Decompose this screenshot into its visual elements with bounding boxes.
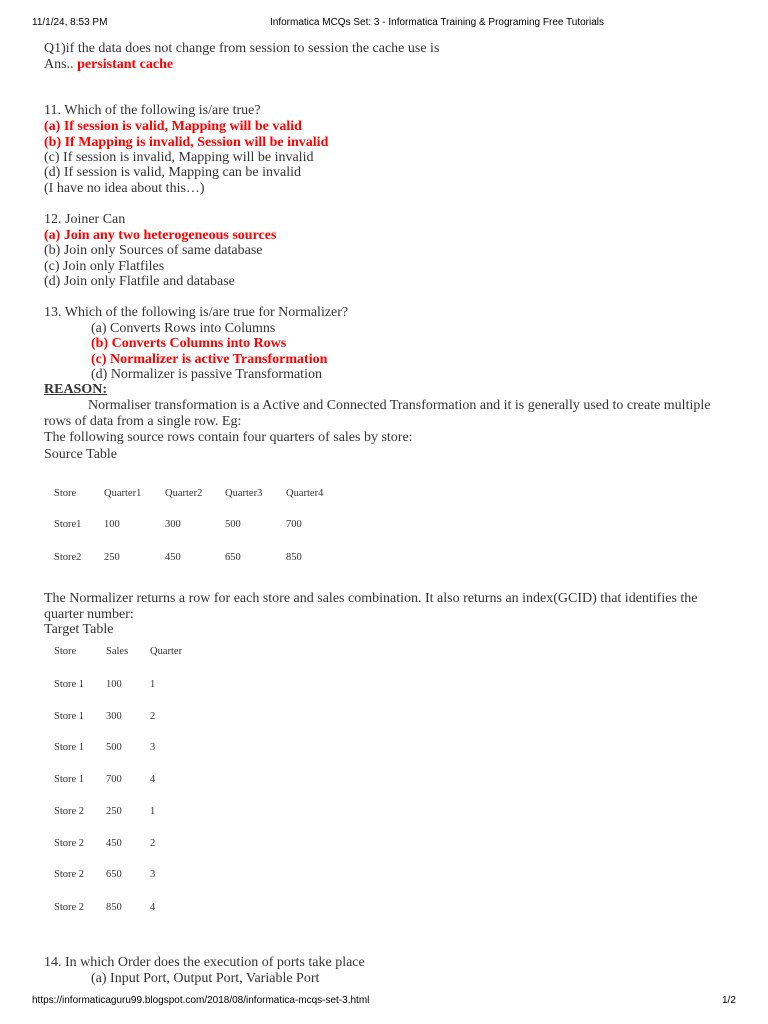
source-cell: 100 bbox=[104, 519, 120, 530]
target-cell: Store 2 bbox=[54, 806, 85, 817]
source-cell: 850 bbox=[286, 552, 302, 563]
source-cell: 450 bbox=[165, 552, 181, 563]
q12-question: 12. Joiner Can bbox=[44, 212, 126, 227]
target-cell: 3 bbox=[150, 869, 156, 880]
target-intro: The Normalizer returns a row for each store and sales combination. It also returns an index(GCID) that identifies the quarter number: bbox=[44, 591, 698, 622]
target-cell: 450 bbox=[106, 838, 122, 849]
source-table-label: Source Table bbox=[44, 447, 118, 462]
q12-option-a: (a) Join any two heterogeneous sources bbox=[44, 228, 277, 243]
source-header-quarter2: Quarter2 bbox=[165, 488, 203, 499]
q11-question: 11. Which of the following is/are true? bbox=[44, 103, 261, 118]
target-table-label: Target Table bbox=[44, 622, 114, 637]
source-cell: 500 bbox=[225, 519, 241, 530]
target-cell: 4 bbox=[150, 774, 156, 785]
target-cell: Store 2 bbox=[54, 838, 85, 849]
target-header-store: Store bbox=[54, 646, 77, 657]
target-cell: 1 bbox=[150, 679, 156, 690]
q1-question: Q1)if the data does not change from session to session the cache use is bbox=[44, 41, 440, 56]
print-url: https://informaticaguru99.blogspot.com/2018/08/informatica-mcqs-set-3.html bbox=[32, 995, 370, 1006]
target-cell: 100 bbox=[106, 679, 122, 690]
q1-answer: persistant cache bbox=[77, 57, 174, 72]
print-page-number: 1/2 bbox=[722, 995, 736, 1006]
source-cell: 700 bbox=[286, 519, 302, 530]
target-cell: 3 bbox=[150, 742, 156, 753]
q12-option-b: (b) Join only Sources of same database bbox=[44, 243, 263, 258]
q13-question: 13. Which of the following is/are true for Normalizer? bbox=[44, 305, 349, 320]
reason-paragraph bbox=[44, 398, 734, 429]
target-cell: Store 1 bbox=[54, 774, 85, 785]
target-cell: 250 bbox=[106, 806, 122, 817]
reason-text: Normaliser transformation is a Active and Connected Transformation and it is generally used to create multiple rows of data from a single row. Eg: bbox=[44, 398, 711, 429]
target-header-quarter: Quarter bbox=[150, 646, 183, 657]
target-cell: 4 bbox=[150, 902, 156, 913]
target-cell: 700 bbox=[106, 774, 122, 785]
target-cell: 500 bbox=[106, 742, 122, 753]
q12-option-d: (d) Join only Flatfile and database bbox=[44, 274, 235, 289]
source-cell: 250 bbox=[104, 552, 120, 563]
q13-option-b: (b) Converts Columns into Rows bbox=[91, 336, 287, 351]
q13-option-c: (c) Normalizer is active Transformation bbox=[91, 352, 328, 367]
target-cell: 850 bbox=[106, 902, 122, 913]
q11-option-c: (c) If session is invalid, Mapping will be invalid bbox=[44, 150, 314, 165]
target-cell: 1 bbox=[150, 806, 156, 817]
q14-question: 14. In which Order does the execution of ports take place bbox=[44, 955, 365, 970]
target-cell: Store 1 bbox=[54, 742, 85, 753]
source-cell: 650 bbox=[225, 552, 241, 563]
source-header-quarter4: Quarter4 bbox=[286, 488, 324, 499]
source-cell: Store2 bbox=[54, 552, 82, 563]
target-cell: 2 bbox=[150, 838, 156, 849]
q14-option-a: (a) Input Port, Output Port, Variable Port bbox=[91, 971, 320, 986]
source-cell: 300 bbox=[165, 519, 181, 530]
q13-option-d: (d) Normalizer is passive Transformation bbox=[91, 367, 322, 382]
source-cell: Store1 bbox=[54, 519, 82, 530]
q13-option-a: (a) Converts Rows into Columns bbox=[91, 321, 276, 336]
target-header-sales: Sales bbox=[106, 646, 129, 657]
print-datetime: 11/1/24, 8:53 PM bbox=[32, 17, 108, 28]
source-header-quarter1: Quarter1 bbox=[104, 488, 142, 499]
target-cell: Store 1 bbox=[54, 711, 85, 722]
target-cell: 2 bbox=[150, 711, 156, 722]
q11-option-d: (d) If session is valid, Mapping can be invalid bbox=[44, 165, 302, 180]
target-cell: Store 1 bbox=[54, 679, 85, 690]
q12-option-c: (c) Join only Flatfiles bbox=[44, 259, 165, 274]
source-header-quarter3: Quarter3 bbox=[225, 488, 263, 499]
print-page-title: Informatica MCQs Set: 3 - Informatica Training & Programing Free Tutorials bbox=[270, 17, 605, 28]
target-cell: 300 bbox=[106, 711, 122, 722]
q1-answer-line bbox=[44, 57, 173, 73]
q1-answer-prefix: Ans.. bbox=[44, 57, 78, 72]
target-cell: 650 bbox=[106, 869, 122, 880]
target-cell: Store 2 bbox=[54, 902, 85, 913]
q11-note: (I have no idea about this…) bbox=[44, 181, 205, 196]
target-cell: Store 2 bbox=[54, 869, 85, 880]
source-intro: The following source rows contain four quarters of sales by store: bbox=[44, 430, 413, 445]
q11-option-b: (b) If Mapping is invalid, Session will be invalid bbox=[44, 135, 329, 150]
source-header-store: Store bbox=[54, 488, 77, 499]
reason-heading: REASON: bbox=[44, 382, 108, 397]
q11-option-a: (a) If session is valid, Mapping will be valid bbox=[44, 119, 302, 134]
